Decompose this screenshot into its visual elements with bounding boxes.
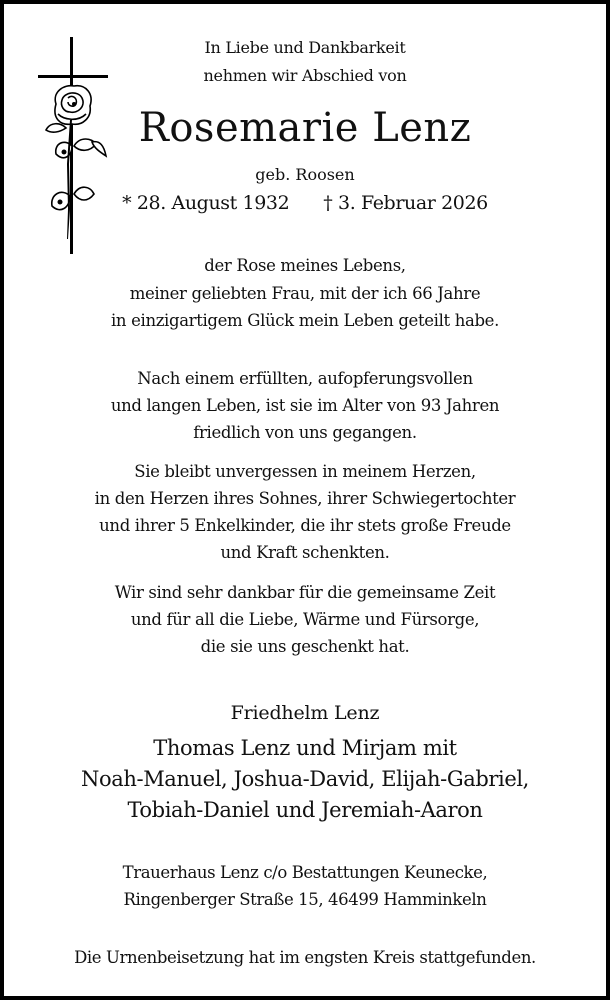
mourner-family-line-1: Thomas Lenz und Mirjam mit: [153, 736, 457, 760]
paragraph-2-line-1: Nach einem erfüllten, aufopferungsvollen: [137, 369, 473, 388]
paragraph-1-line-3: in einzigartigem Glück mein Leben geteilt habe.: [111, 311, 499, 330]
paragraph-3-line-4: und Kraft schenkten.: [220, 543, 390, 562]
paragraph-4-line-1: Wir sind sehr dankbar für die gemeinsame Zeit: [114, 583, 496, 602]
life-dates: [4, 194, 606, 213]
mourner-family-line-3: Tobiah-Daniel und Jeremiah-Aaron: [127, 798, 483, 822]
paragraph-2-line-2: und langen Leben, ist sie im Alter von 93 Jahren: [110, 396, 500, 415]
mourner-spouse: Friedhelm Lenz: [230, 702, 380, 724]
intro-line-1: In Liebe und Dankbarkeit: [204, 38, 406, 57]
paragraph-4-line-2: und für all die Liebe, Wärme und Fürsorge,: [130, 610, 480, 629]
paragraph-3-line-3: und ihrer 5 Enkelkinder, die ihr stets große Freude: [99, 516, 511, 535]
mourner-family-line-2: Noah-Manuel, Joshua-David, Elijah-Gabriel,: [81, 767, 529, 791]
birth-name: geb. Roosen: [255, 165, 355, 184]
intro-line-2: nehmen wir Abschied von: [203, 66, 407, 85]
paragraph-2-line-3: friedlich von uns gegangen.: [193, 423, 417, 442]
birth-date: * 28. August 1932: [122, 192, 290, 214]
paragraph-4-line-3: die sie uns geschenkt hat.: [200, 637, 410, 656]
paragraph-1-line-1: der Rose meines Lebens,: [204, 256, 406, 275]
closing-note: Die Urnenbeisetzung hat im engsten Kreis stattgefunden.: [74, 948, 536, 967]
address-line-2: Ringenberger Straße 15, 46499 Hamminkeln: [123, 890, 487, 909]
paragraph-1-line-2: meiner geliebten Frau, mit der ich 66 Jahre: [129, 284, 481, 303]
paragraph-3-line-2: in den Herzen ihres Sohnes, ihrer Schwiegertochter: [94, 489, 516, 508]
deceased-name: Rosemarie Lenz: [138, 105, 472, 151]
paragraph-3-line-1: Sie bleibt unvergessen in meinem Herzen,: [134, 462, 476, 481]
address-line-1: Trauerhaus Lenz c/o Bestattungen Keunecke,: [122, 863, 488, 882]
death-date: † 3. Februar 2026: [323, 192, 488, 214]
